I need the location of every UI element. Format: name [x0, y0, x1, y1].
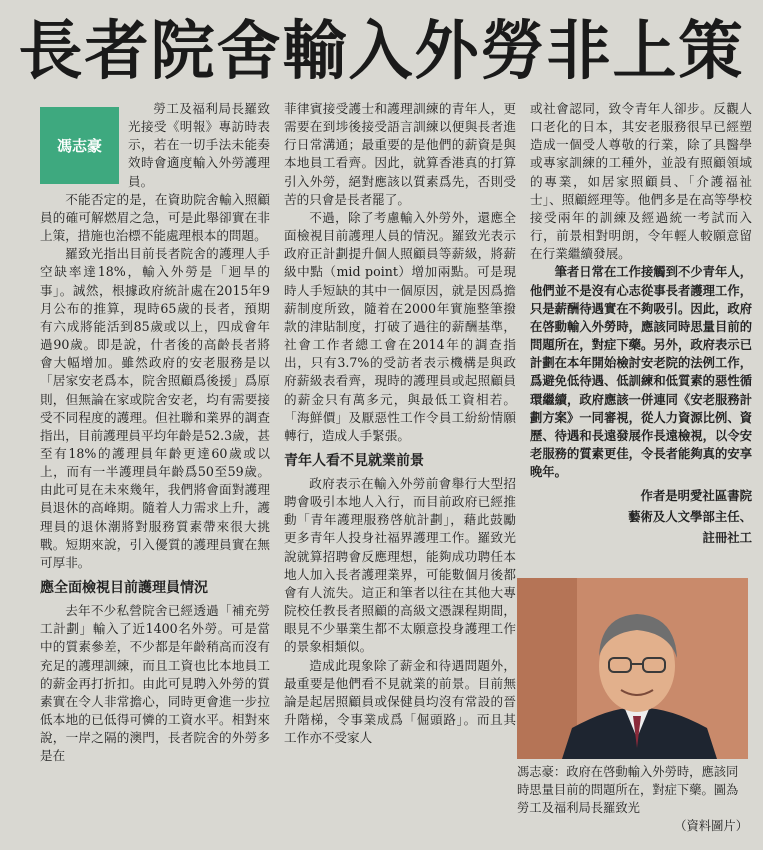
column-2: [284, 100, 516, 747]
bold-paragraph-block: [530, 263, 752, 481]
paragraph: 或社會認同，致令青年人卻步。反觀人口老化的日本，其安老服務很早已經塑造成一個受人尊敬的行業，除了具醫學或專家訓練的工種外，並設有照顧領域的專業，如居家照顧員、「介護福祉士」、照顧經理等。他們多是在高等學校接受兩年的訓練及經過統一考試而入行，前景相對明朗，令年輕人較願意留在行業繼續發展。: [530, 101, 752, 262]
column-1: [40, 100, 270, 765]
paragraph: 不能否定的是，在資助院舍輸入照顧員的確可解燃眉之急，可是此舉卻實在非上策，措施也治標不能處理根本的問題。: [40, 191, 270, 244]
credit-line: 作者是明愛社區書院: [640, 488, 752, 504]
column-3: [530, 100, 752, 548]
portrait-photo: [517, 578, 748, 759]
photo-source: （資料圖片）: [674, 819, 748, 833]
subheading: 應全面檢視目前護理員情況: [40, 580, 208, 597]
author-credit: [530, 485, 752, 548]
subheading: 青年人看不見就業前景: [284, 452, 424, 469]
headline: 長者院舍輸入外勞非上策: [18, 15, 745, 89]
credit-line: 藝術及人文學部主任、: [628, 509, 752, 525]
paragraph: 去年不少私營院舍已經透過「補充勞工計劃」輸入了近1400名外勞。可是當中的質素參差，不少都是年齡稍高而沒有充足的護理訓練，而且工資也比本地員工的薪金再打折扣。由此可見聘入外勞的質素實在令人非常擔心，同時更會進一步拉低本地的已低得可憐的工資水平。相對來說，一岸之隔的澳門，長者院舍的外勞多是在: [40, 603, 270, 764]
paragraph: 羅致光指出目前長者院舍的護理人手空缺率達18%，輸入外勞是「迴旱的事」。誠然，根據政府統計處在2015年9月公布的推算，現時65歲的長者，預期有六成將能活到85歲或以上，四成會年過90歲。即是說，什者後的高齡長者將會大幅增加。雖然政府的安老服務是以「居家安老爲本，院舍照顧爲後援」爲原則，但無論在家或院舍安老，均有需要接受不同程度的護理。但社聯和業界的調查指出，目前護理員平均年齡是52.3歲，甚至有18%的護理員年齡更達60歲或以上，而有一半護理員年齡爲50至59歲。由此可見在未來幾年，我們將會面對護理員退休的高峰期。隨着人力需求上升，護理員的退休潮將對服務質素帶來很大挑戰。短期來說，引入優質的護理員實在無可厚非。: [40, 246, 270, 570]
paragraph: 筆者日常在工作接觸到不少青年人，他們並不是沒有心志從事長者護理工作，只是薪酬待遇實在不夠吸引。因此，政府在啓動輸入外勞時，應該同時思量目前的問題所在，對症下藥。另外，政府表示已計劃在本年開始檢討安老院的法例工作，爲避免低待遇、低訓練和低質素的惡性循環繼續，政府應該一併連同《安老服務計劃方案》一同審視，從人力資源比例、資歷、待遇和長遠發展作長遠檢視，以令安老服務的質素更佳，令長者能夠真的安享晚年。: [530, 265, 752, 480]
caption-text: 馮志豪：政府在啓動輸入外勞時，應該同時思量目前的問題所在，對症下藥。圖為勞工及福利局長羅致光: [517, 765, 739, 815]
paragraph: 菲律賓接受護士和護理訓練的青年人，更需要在到埗後接受語言訓練以便與長者進行日常溝通；最重要的是他們的薪資是與本地員工看齊。因此，就算香港真的打算引入外勞，絕對應該以質素爲先，否則受苦的只會是長者罷了。: [284, 101, 516, 207]
photo-caption: [517, 763, 748, 835]
paragraph: 造成此現象除了薪金和待遇問題外，最重要是他們看不見就業的前景。目前無論是起居照顧員或保健員均沒有常設的晉升階梯，令事業成爲「倔頭路」。而且其工作亦不受家人: [284, 657, 516, 746]
paragraph: 政府表示在輸入外勞前會舉行大型招聘會吸引本地人入行，而目前政府已經推動「青年護理服務啓航計劃」，藉此鼓勵更多青年人投身社福界護理工作。羅致光說就算招聘會反應理想，能夠成功聘任本地人加入長者護理業界，可能數個月後都會有人流失。這正和筆者以往在其他大專院校任教長者照顧的高級文憑課程期間，眼見不少畢業生都不太願意投身護理工作的景象相類似。: [284, 475, 516, 655]
portrait-illustration: [517, 578, 748, 759]
author-name-box: 馮志豪: [40, 107, 119, 184]
paragraph: 不過，除了考慮輸入外勞外，還應全面檢視目前護理人員的情況。羅致光表示政府正計劃提升個人照顧員等薪級，將薪級中點（mid point）增加兩點。可是現時人手短缺的其中一個原因，就是因爲擔薪制度所致，隨着在2000年實施整筆撥款的津貼制度，打破了過往的薪酬基準，社會工作者總工會在2014年的調查指出，只有3.7%的受訪者表示機構是與政府薪級表看齊，現時的護理員或起照顧員的薪金只有萬多元，與最低工資相若。「海鮮價」及厭惡性工作令員工紛紛情願轉行，造成人手緊張。: [284, 209, 516, 443]
credit-line: 註冊社工: [702, 530, 752, 546]
paragraph: 勞工及福利局長羅致光接受《明報》專訪時表示，若在一切手法未能奏效時會適度輸入外勞護理員。: [128, 101, 270, 189]
